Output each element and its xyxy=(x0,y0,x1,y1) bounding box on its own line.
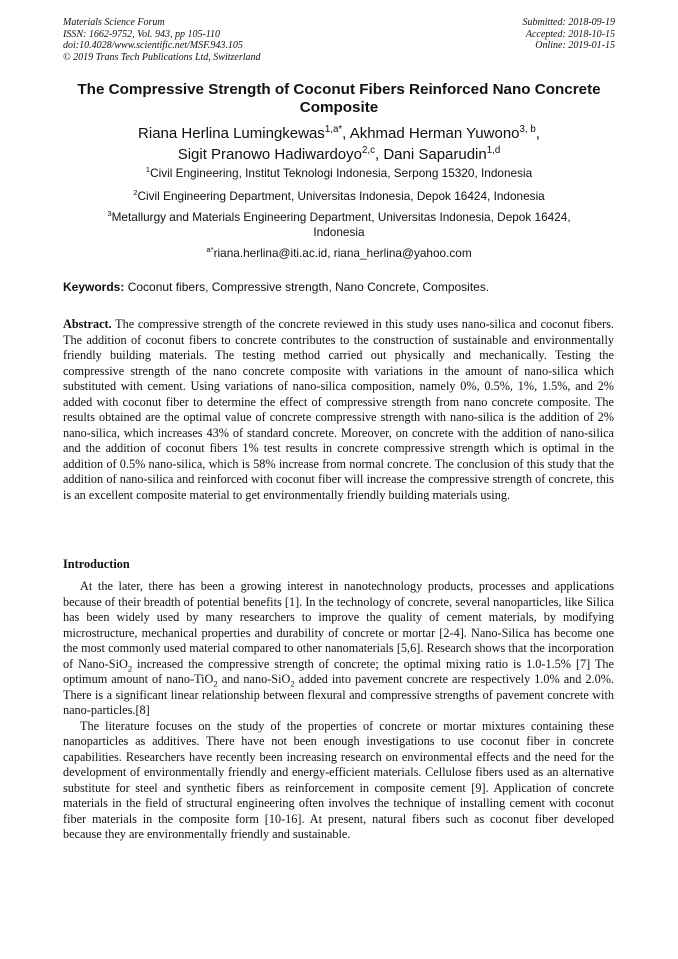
affiliation-2: $^2$Civil Engineering Department, Universitas Indonesia, Depok 16424, Indonesia xyxy=(133,188,545,203)
abstract xyxy=(63,317,614,503)
title-line-2: Composite xyxy=(299,99,379,116)
author-1-affil: 1,a* xyxy=(324,124,343,135)
author-4: Dani Saparudin xyxy=(383,146,487,163)
author-2: Akhmad Herman Yuwono xyxy=(349,125,520,142)
authors-line-1: Riana Herlina Lumingkewas$^{1,a*}$, Akhmad Herman Yuwono$^{3, b}$, xyxy=(138,124,540,142)
author-4-affil: 1,d xyxy=(486,145,501,156)
journal-info xyxy=(63,17,261,63)
submitted-date: Submitted: 2018-09-19 xyxy=(522,17,615,28)
title-line-1: The Compressive Strength of Coconut Fibers Reinforced Nano Concrete xyxy=(77,81,601,98)
affiliation-3: $^3$Metallurgy and Materials Engineering Department, Universitas Indonesia, Depok 16424, Indonesia xyxy=(107,209,571,239)
journal-name: Materials Science Forum xyxy=(63,17,165,28)
issn: ISSN: 1662-9752, Vol. 943, pp 105-110 xyxy=(63,28,221,40)
dates-info xyxy=(523,17,616,52)
intro-paragraph-1: At the later, there has been a growing interest in nanotechnology products, processes and applications because of their breadth of potential benefits [1]. In the technology of concrete, several nanoparticles, like Silica has been widely used by many researchers to improve the quality of cement materials, by modifying microstructure, mechanical properties and durability of concrete or mortar [2-4]. Nano-Silica has become one the most commonly used material compared to other nanomaterials [5,6]. Research shows that the incorporation of Nano-SiO$_2$ increased the compressive strength of concrete; the optimal mixing ratio is 1.0-1.5% [7] The optimum amount of nano-TiO$_2$ and nano-SiO$_2$ added into pavement concrete are respectively 1.0% and 2.0%. There is a significant linear relationship between flexural and compressive strengths of pavement concrete with nano-particles.[8] xyxy=(63,579,614,717)
online-date: Online: 2019-01-15 xyxy=(535,40,615,52)
keywords-label: Keywords: xyxy=(63,280,125,294)
abstract-label: Abstract. xyxy=(63,317,112,331)
paper-title xyxy=(40,81,638,117)
keywords-text: Coconut fibers, Compressive strength, Nano Concrete, Composites. xyxy=(124,280,490,294)
author-3: Sigit Pranowo Hadiwardoyo xyxy=(177,146,362,163)
introduction-heading: Introduction xyxy=(63,557,130,571)
author-2-affil: 3, b xyxy=(519,124,536,135)
authors-line-2: Sigit Pranowo Hadiwardoyo$^{2,c}$, Dani Saparudin$^{1,d}$ xyxy=(177,145,501,163)
author-3-affil: 2,c xyxy=(361,145,375,156)
intro-paragraph-2: The literature focuses on the study of the properties of concrete or mortar mixtures containing these nanoparticles as additives. There have not been enough investigations to use coconut fiber in concrete capabilities. Researchers have recently been increasing research on environmental effects and the need for the development of environmentally friendly and energy-efficient materials. Cellulose fibers used as an alternative substitute for steel and synthetic fibers as reinforcement in composite cement [9]. Application of concrete materials in the field of structural engineering often involves the technique of installing cement with coconut fiber materials in the composite form [10-16]. At present, natural fibers such as coconut fiber developed because they are environmentally friendly and sustainable. xyxy=(63,718,614,841)
author-1: Riana Herlina Lumingkewas xyxy=(138,125,325,142)
affiliation-1: $^1$Civil Engineering, Institut Teknologi Indonesia, Serpong 15320, Indonesia xyxy=(145,165,533,180)
corresponding-email: $^{a*}$riana.herlina@iti.ac.id, riana_herlina@yahoo.com xyxy=(206,245,472,260)
doi: doi:10.4028/www.scientific.net/MSF.943.105 xyxy=(63,40,243,52)
keywords xyxy=(63,280,618,295)
abstract-text: The compressive strength of the concrete reviewed in this study uses nano-silica and coconut fibers. The addition of coconut fibers to concrete contributes to the construction of sustainable and environmentally friendly building materials. The testing method carried out physically and mechanically. Testing the compressive strength of the nano concrete composite with variations in the amount of nano-silica which substituted with cement. Using variations of nano-silica composition, namely 0%, 0.5%, 1%, 1.5%, and 2% added with coconut fiber to determine the effect of compressive strength from nano concrete composite. The results obtained are the optimal value of concrete compressive strength with nano-silica is the addition of 2% nano-silica, which increases 43% of standard concrete. Moreover, on concrete with the addition of nano-silica and the addition of coconut fibers 1% test results in concrete compressive strength which is optimal in the addition of 0.5% nano-silica, which is 58% increase from normal concrete. The conclusion of this study that the addition of nano-silica and reinforced with coconut fiber will increase the compressive strength of concrete, this is an excellent composite material to get environmentally friendly building materials using. xyxy=(63,317,614,502)
copyright: © 2019 Trans Tech Publications Ltd, Switzerland xyxy=(63,51,261,63)
accepted-date: Accepted: 2018-10-15 xyxy=(525,28,615,40)
email-link[interactable]: riana.herlina@iti.ac.id, riana_herlina@yahoo.com xyxy=(213,246,472,260)
introduction-body xyxy=(63,579,614,843)
author-list xyxy=(40,123,638,165)
